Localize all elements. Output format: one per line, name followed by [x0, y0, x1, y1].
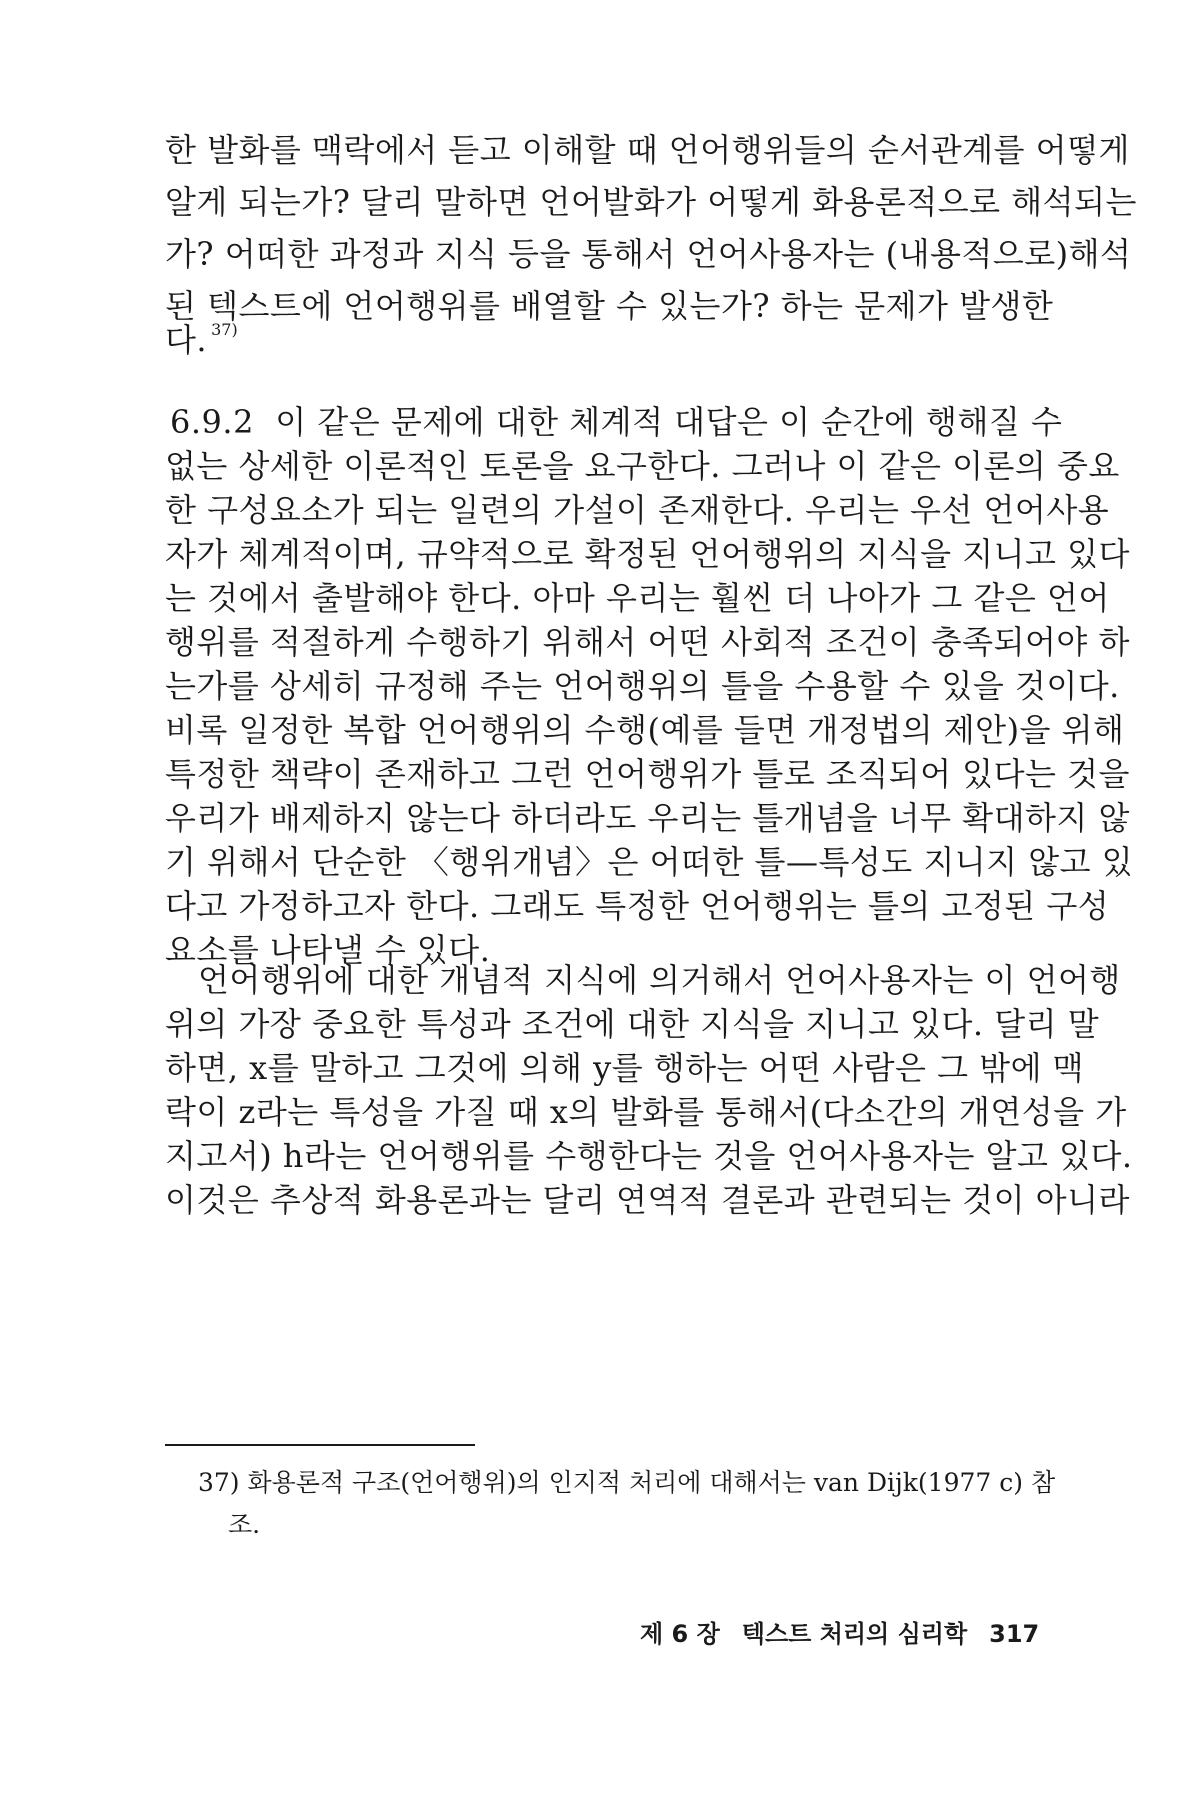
page-number: 317 — [989, 1620, 1040, 1648]
body-line: 하면, x를 말하고 그것에 의해 y를 행하는 어떤 사람은 그 밖에 맥 — [165, 1049, 1085, 1087]
body-line: 는가를 상세히 규정해 주는 언어행위의 틀을 수용할 수 있을 것이다. — [165, 667, 1120, 705]
body-line: 된 텍스트에 언어행위를 배열할 수 있는가? 하는 문제가 발생한 — [165, 287, 1054, 325]
body-line: 다고 가정하고자 한다. 그래도 특정한 언어행위는 틀의 고정된 구성 — [165, 887, 1110, 925]
footnote-line: 조. — [228, 1510, 261, 1539]
body-line: 이것은 추상적 화용론과는 달리 연역적 결론과 관련되는 것이 아니라 — [165, 1181, 1130, 1219]
body-line: 기 위해서 단순한 〈행위개념〉은 어떠한 틀—특성도 지니지 않고 있 — [165, 843, 1134, 881]
body-line: 우리가 배제하지 않는다 하더라도 우리는 틀개념을 너무 확대하지 않 — [165, 799, 1130, 837]
body-line: 없는 상세한 이론적인 토론을 요구한다. 그러나 이 같은 이론의 중요 — [165, 447, 1120, 485]
body-line: 요소를 나타낼 수 있다. — [165, 931, 491, 969]
body-line: 락이 z라는 특성을 가질 때 x의 발화를 통해서(다소간의 개연성을 가 — [165, 1093, 1127, 1131]
body-line: 언어행위에 대한 개념적 지식에 의거해서 언어사용자는 이 언어행 — [198, 961, 1121, 999]
body-line: 특정한 책략이 존재하고 그런 언어행위가 틀로 조직되어 있다는 것을 — [165, 755, 1130, 793]
body-line: 한 구성요소가 되는 일련의 가설이 존재한다. 우리는 우선 언어사용 — [165, 491, 1110, 529]
body-line: 가? 어떠한 과정과 지식 등을 통해서 언어사용자는 (내용적으로)해석 — [165, 235, 1132, 273]
body-line: 지고서) h라는 언어행위를 수행한다는 것을 언어사용자는 알고 있다. — [165, 1137, 1133, 1175]
body-line: 비록 일정한 복합 언어행위의 수행(예를 들면 개정법의 제안)을 위해 — [165, 711, 1125, 749]
body-line: 한 발화를 맥락에서 듣고 이해할 때 언어행위들의 순서관계를 어떻게 — [165, 131, 1130, 169]
footnote-line: 37) 화용론적 구조(언어행위)의 인지적 처리에 대해서는 van Dijk(1977 c) 참 — [198, 1468, 1056, 1497]
section-number: 6.9.2 — [170, 403, 254, 441]
body-line: 는 것에서 출발해야 한다. 아마 우리는 훨씬 더 나아가 그 같은 언어 — [165, 579, 1110, 617]
footnote-reference: 37) — [211, 320, 238, 339]
body-line-text: 이 같은 문제에 대한 체계적 대답은 이 순간에 행해질 수 — [275, 403, 1063, 441]
body-line-text: 다. — [165, 321, 208, 359]
running-footer — [640, 1618, 1040, 1650]
chapter-label: 제 6 장 — [640, 1620, 720, 1648]
body-line-last — [165, 310, 1020, 359]
section-first-line — [170, 402, 1063, 442]
body-line: 위의 가장 중요한 특성과 조건에 대한 지식을 지니고 있다. 달리 말 — [165, 1005, 1100, 1043]
body-line: 자가 체계적이며, 규약적으로 확정된 언어행위의 지식을 지니고 있다 — [165, 535, 1130, 573]
footnote-divider — [165, 1444, 475, 1446]
body-line: 행위를 적절하게 수행하기 위해서 어떤 사회적 조건이 충족되어야 하 — [165, 623, 1130, 661]
chapter-title: 텍스트 처리의 심리학 — [741, 1620, 968, 1648]
body-line: 알게 되는가? 달리 말하면 언어발화가 어떻게 화용론적으로 해석되는 — [165, 183, 1137, 221]
